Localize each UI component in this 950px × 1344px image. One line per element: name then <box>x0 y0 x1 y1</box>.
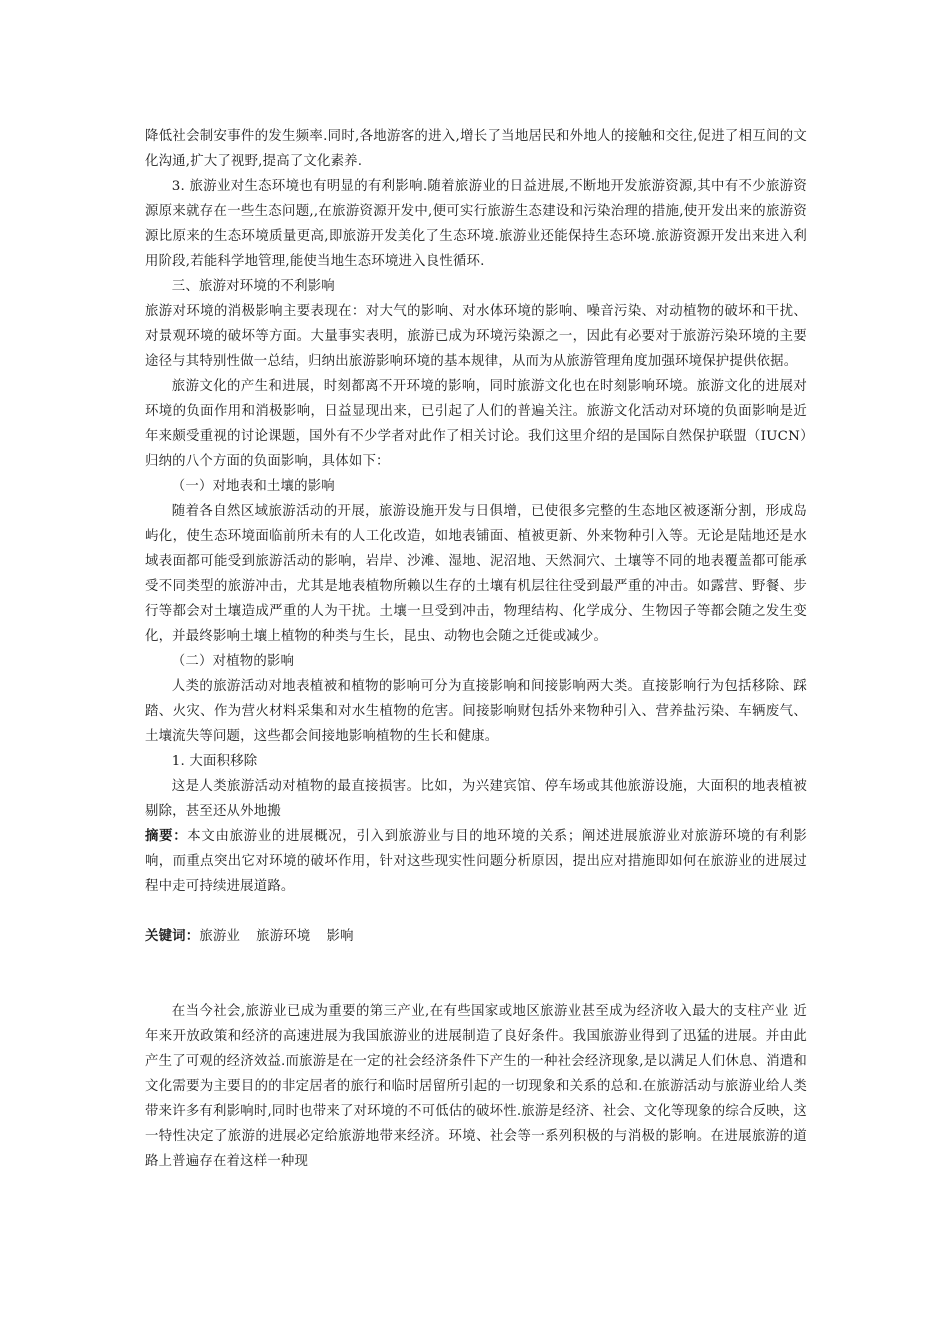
section-heading-negative-impact: 三、旅游对环境的不利影响 <box>171 279 335 294</box>
paragraph-large-removal: 这是人类旅游活动对植物的最直接损害。比如，为兴建宾馆、停车场或其他旅游设施，大面积的地表植被剔除，甚至还从外地搬 <box>145 779 807 819</box>
paragraph-continuation: 降低社会制安事件的发生频率.同时,各地游客的进入,增长了当地居民和外地人的接触和交往,促进了相互间的文化沟通,扩大了视野,提高了文化素养. <box>145 129 807 169</box>
paragraph-introduction: 在当今社会,旅游业已成为重要的第三产业,在有些国家或地区旅游业甚至成为经济收入最大的支柱产业 近年来开放政策和经济的高速进展为我国旅游业的进展制造了良好条件。我国旅游业得到了迅猛的进展。并由此产生了可观的经济效益.而旅游是在一定的社会经济条件下产生的一种社会经济现象,是以满足人们休息、消遣和文化需要为主要目的的非定居者的旅行和临时居留所引起的一切现象和关系的总和.在旅游活动与旅游业给人类带来许多有利影响时,同时也带来了对环境的不可低估的破坏性.旅游是经济、社会、文化等现象的综合反映，这一特性决定了旅游的进展必定给旅游地带来经济。环境、社会等一系列积极的与消极的影响。在进展旅游的道路上普遍存在着这样一种现 <box>145 1004 807 1169</box>
subheading-large-removal: 1. 大面积移除 <box>171 754 258 769</box>
keywords-label: 关键词： <box>145 928 200 944</box>
spacer <box>145 949 807 999</box>
paragraph-plant: 人类的旅游活动对地表植被和植物的影响可分为直接影响和间接影响两大类。直接影响行为包括移除、踩踏、火灾、作为营火材料采集和对水生植物的危害。间接影响财包括外来物种引入、营养盐污染、车辆废气、土壤流失等问题，这些都会间接地影响植物的生长和健康。 <box>145 679 807 744</box>
abstract-text: 本文由旅游业的进展概况，引入到旅游业与目的地环境的关系；阐述进展旅游业对旅游环境的有利影响，而重点突出它对环境的破坏作用，针对这些现实性问题分析原因，提出应对措施即如何在旅游业的进展过程中走可持续进展道路。 <box>145 829 807 894</box>
keyword-item: 旅游环境 <box>256 929 311 944</box>
paragraph-soil: 随着各自然区域旅游活动的开展，旅游设施开发与日俱增，已使很多完整的生态地区被逐渐分割，形成岛屿化，使生态环境面临前所未有的人工化改造，如地表铺面、植被更新、外来物种引入等。无论是陆地还是水域表面都可能受到旅游活动的影响，岩岸、沙滩、湿地、泥沼地、天然洞穴、土壤等不同的地表覆盖都可能承受不同类型的旅游冲击，尤其是地表植物所赖以生存的土壤有机层往往受到最严重的冲击。如露营、野餐、步行等都会对土壤造成严重的人为干扰。土壤一旦受到冲击，物理结构、化学成分、生物因子等都会随之发生变化，并最终影响土壤上植物的种类与生长，昆虫、动物也会随之迁徙或减少。 <box>145 504 807 644</box>
abstract <box>145 824 807 899</box>
keyword-item: 影响 <box>326 929 354 944</box>
document-body <box>145 124 807 1174</box>
paragraph-ecology-benefit: 3. 旅游业对生态环境也有明显的有利影响.随着旅游业的日益进展,不断地开发旅游资源,其中有不少旅游资源原来就存在一些生态问题,,在旅游资源开发中,便可实行旅游生态建设和污染治理的措施,使开发出来的旅游资源比原来的生态环境质量更高,即旅游开发美化了生态环境.旅游业还能保持生态环境.旅游资源开发出来进入利用阶段,若能科学地管理,能使当地生态环境进入良性循环. <box>145 179 807 269</box>
abstract-label: 摘要： <box>145 828 188 844</box>
subheading-plant: （二）对植物的影响 <box>171 654 295 669</box>
subheading-soil: （一）对地表和土壤的影响 <box>171 479 335 494</box>
paragraph-tourism-culture: 旅游文化的产生和进展，时刻都离不开环境的影响，同时旅游文化也在时刻影响环境。旅游文化的进展对环境的负面作用和消极影响，日益显现出来，已引起了人们的普遍关注。旅游文化活动对环境的负面影响是近年来颇受重视的讨论课题，国外有不少学者对此作了相关讨论。我们这里介绍的是国际自然保护联盟（IUCN）归纳的八个方面的负面影响，具体如下： <box>145 379 807 469</box>
spacer <box>145 899 807 924</box>
paragraph-negative-impact: 旅游对环境的消极影响主要表现在：对大气的影响、对水体环境的影响、噪音污染、对动植物的破坏和干扰、对景观环境的破坏等方面。大量事实表明，旅游已成为环境污染源之一，因此有必要对于旅游污染环境的主要途径与其特别性做一总结，归纳出旅游影响环境的基本规律，从而为从旅游管理角度加强环境保护提供依据。 <box>145 304 807 369</box>
keyword-item: 旅游业 <box>199 929 241 944</box>
keywords <box>145 924 807 949</box>
